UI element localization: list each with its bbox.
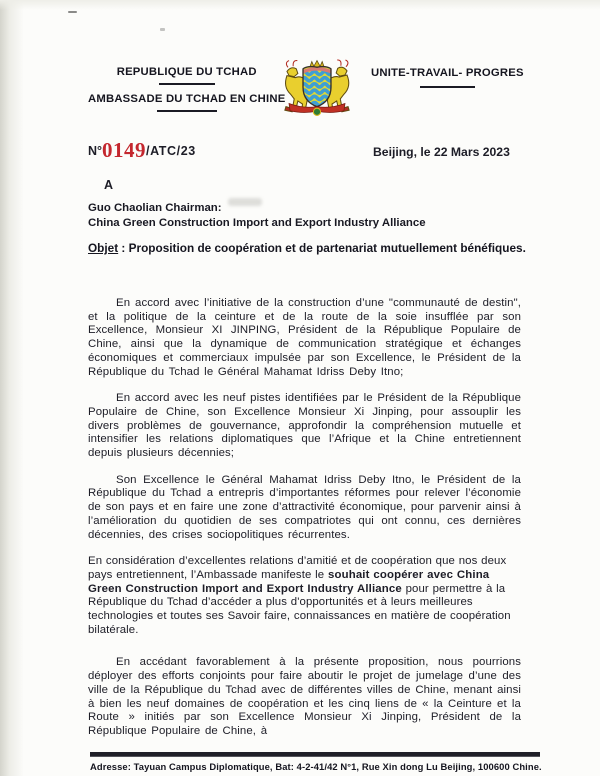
scan-edge-left [0,0,24,776]
subject-line [88,241,528,256]
country-title: REPUBLIQUE DU TCHAD [116,66,257,78]
paragraph-4-bold-text: souhait coopérer avec China Green Construction Import and Export Industry Alliance [88,568,490,595]
paragraph-4-text: pour permettre à la République du Tchad d’accéder a plus d'opportunités et à leurs meilleures technologies et toutes ses Savoir faire, connaissances en matière de coopération bilatérale. [88,582,511,636]
embassy-title: AMBASSADE DU TCHAD EN CHINE [88,93,286,105]
scan-edge-top [0,0,600,10]
ref-suffix: /ATC/23 [146,144,196,158]
paragraph-4 [88,555,521,637]
paragraph-1: En accord avec l’initiative de la construction d’une "communauté de destin", et la politique de la ceinture et de la route de la soie insufflée par son Excellence, Monsieur XI JINPING, Président de la République Populaire de Chine, ainsi que la dynamique de communication stratégique et échanges économiques et commerciaux impulsée par son Excellence, le Président de la République du Tchad le Général Mahamat Idriss Deby Itno; [88,297,521,378]
divider [157,110,217,112]
divider [159,83,215,85]
divider [420,86,475,88]
paragraph-3: Son Excellence le Général Mahamat Idriss Deby Itno, le Président de la République du Tchad a entrepris d’importantes réformes pour relever l’économie de son pays et en faire une zone d’attractivité économique, pour parvenir ainsi à l’amélioration du quotidien de ses compatriotes qui ont connu, ces dernières décennies, des crises sociopolitiques récurrentes. [88,473,521,541]
ref-prefix: N° [88,144,103,158]
addressee-name: Guo Chaolian Chairman: [88,202,222,214]
paragraph-4-text: En considération d’excellentes relations d’amitié et de coopération que nos deux pays entretiennent, l’Ambassade manifeste le [88,555,507,581]
paragraph-5: En accédant favorablement à la présente proposition, nous pourrions déployer des efforts conjoints pour faire aboutir le projet de jumelage d’une des ville de la République du Tchad avec de différentes villes de Chine, menant ainsi à bien les neuf domaines de coopération et les cinq liens de « la Ceinture et la Route » initiés par son Excellence Monsieur Xi Jinping, Président de la République Populaire de Chine, à [88,656,521,737]
addressee-organization: China Green Construction Import and Export Industry Alliance [88,216,426,229]
scan-speck [160,28,165,31]
letterhead-left [88,66,285,112]
footer-rule [90,752,540,757]
paragraph-2: En accord avec les neuf pistes identifiées par le Président de la République Populaire de Chine, son Excellence Monsieur Xi Jinping, pour assouplir les divers problèmes de gouvernance, approfondir la compréhension mutuelle et intensifier les relations diplomatiques que l’Afrique et la Chine entretiennent depuis plusieurs décennies; [88,392,521,460]
scan-speck [68,11,77,13]
reference-number [88,138,196,163]
ref-digits: 0149 [102,138,147,162]
scan-smudge [228,198,262,206]
subject-colon: : [118,241,129,255]
salutation: A [104,178,114,192]
letter-footer [90,752,540,772]
footer-address: Adresse: Tayuan Campus Diplomatique, Bat: 4-2-41/42 N°1, Rue Xin dong Lu Beijing, 100600 Chine. [90,761,542,772]
chad-coat-of-arms-icon [280,59,354,117]
letter-body [88,297,521,749]
subject-label: Objet [88,241,119,255]
subject-text: Proposition de coopération et de partenariat mutuellement bénéfiques. [128,241,526,255]
motto: UNITE-TRAVAIL- PROGRES [371,67,524,79]
letterhead-right [371,67,524,96]
date-line: Beijing, le 22 Mars 2023 [373,145,510,159]
